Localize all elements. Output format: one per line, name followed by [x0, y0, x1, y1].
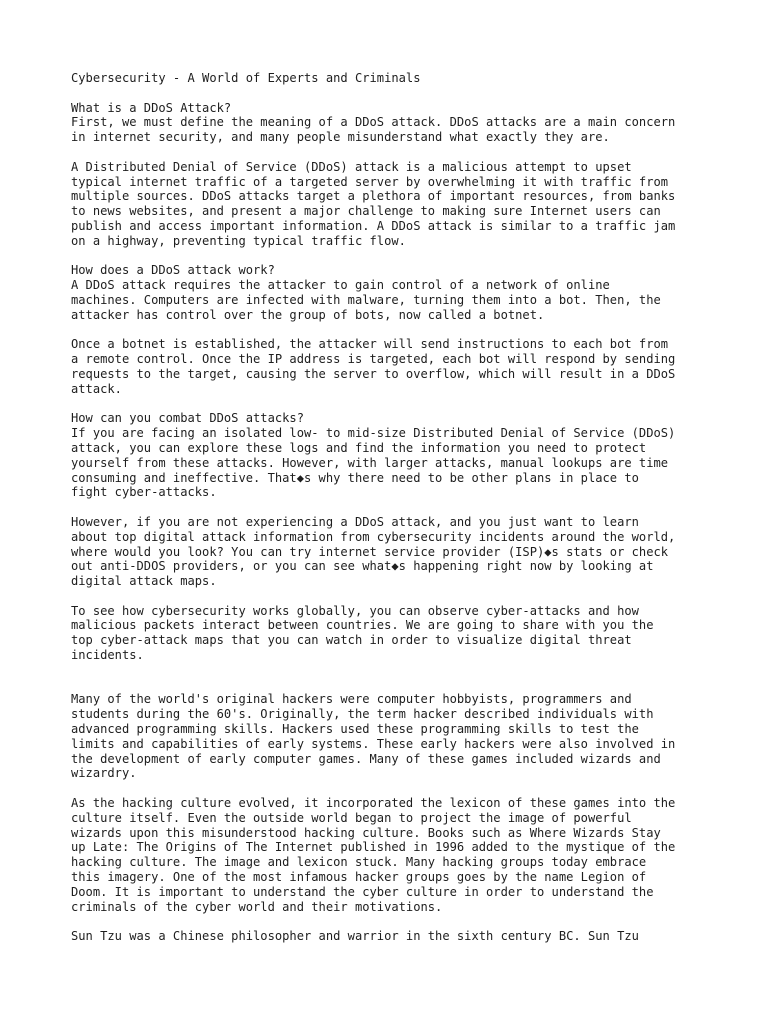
spacer: [71, 500, 711, 515]
section-heading: How does a DDoS attack work?: [71, 263, 275, 278]
paragraph-line: yourself from these attacks. However, with larger attacks, manual lookups are time: [71, 455, 669, 470]
spacer: [71, 323, 711, 338]
spacer: [71, 914, 711, 929]
spacer: [71, 589, 711, 604]
paragraph-line: a remote control. Once the IP address is targeted, each bot will respond by sending: [71, 352, 676, 367]
section-heading: What is a DDoS Attack?: [71, 100, 232, 115]
paragraph-line: on a highway, preventing typical traffic flow.: [71, 233, 406, 248]
paragraph-line: If you are facing an isolated low- to mid-size Distributed Denial of Service (DDoS): [71, 426, 676, 441]
spacer: [71, 781, 711, 796]
document-body: [71, 101, 711, 944]
paragraph: [71, 278, 711, 322]
paragraph-line: digital attack maps.: [71, 574, 217, 589]
paragraph-line: consuming and ineffective. That◆s why there need to be other plans in place to: [71, 470, 639, 485]
spacer: [71, 397, 711, 412]
paragraph-line: typical internet traffic of a targeted server by overwhelming it with traffic from: [71, 174, 669, 189]
document-title: Cybersecurity - A World of Experts and Criminals: [71, 71, 421, 85]
document-page: [71, 71, 711, 944]
paragraph-line: to news websites, and present a major challenge to making sure Internet users can: [71, 204, 661, 219]
paragraph: [71, 337, 711, 396]
paragraph-line: First, we must define the meaning of a DDoS attack. DDoS attacks are a main concern: [71, 115, 676, 130]
section-heading: How can you combat DDoS attacks?: [71, 411, 304, 426]
paragraph-line: fight cyber-attacks.: [71, 485, 217, 500]
paragraph-line: attack.: [71, 381, 122, 396]
paragraph-line: To see how cybersecurity works globally, you can observe cyber-attacks and how: [71, 603, 639, 618]
spacer: [71, 145, 711, 160]
paragraph-line: A Distributed Denial of Service (DDoS) attack is a malicious attempt to upset: [71, 159, 632, 174]
paragraph-line: limits and capabilities of early systems. These early hackers were also involved in: [71, 736, 676, 751]
paragraph-line: However, if you are not experiencing a DDoS attack, and you just want to learn: [71, 514, 639, 529]
paragraph-line: Doom. It is important to understand the cyber culture in order to understand the: [71, 884, 654, 899]
spacer: [71, 86, 711, 101]
paragraph-line: the development of early computer games. Many of these games included wizards and: [71, 751, 661, 766]
paragraph-line: wizardry.: [71, 766, 137, 781]
spacer: [71, 663, 711, 678]
paragraph-line: multiple sources. DDoS attacks target a plethora of important resources, from banks: [71, 189, 676, 204]
paragraph: [71, 929, 711, 944]
paragraph-line: in internet security, and many people misunderstand what exactly they are.: [71, 130, 610, 145]
paragraph-line: attack, you can explore these logs and find the information you need to protect: [71, 440, 647, 455]
spacer: [71, 249, 711, 264]
paragraph-line: out anti-DDOS providers, or you can see what◆s happening right now by looking at: [71, 559, 654, 574]
paragraph: [71, 796, 711, 914]
paragraph-line: culture itself. Even the outside world began to project the image of powerful: [71, 810, 632, 825]
paragraph-line: requests to the target, causing the server to overflow, which will result in a DDoS: [71, 366, 676, 381]
paragraph-line: A DDoS attack requires the attacker to gain control of a network of online: [71, 278, 610, 293]
paragraph-line: wizards upon this misunderstood hacking culture. Books such as Where Wizards Stay: [71, 825, 661, 840]
paragraph: [71, 515, 711, 589]
paragraph-line: Once a botnet is established, the attacker will send instructions to each bot from: [71, 337, 669, 352]
paragraph: [71, 160, 711, 249]
spacer: [71, 678, 711, 693]
paragraph-line: up Late: The Origins of The Internet published in 1996 added to the mystique of the: [71, 840, 676, 855]
paragraph-line: this imagery. One of the most infamous hacker groups goes by the name Legion of: [71, 870, 647, 885]
paragraph-line: publish and access important information. A DDoS attack is similar to a traffic jam: [71, 218, 676, 233]
paragraph-line: about top digital attack information from cybersecurity incidents around the world,: [71, 529, 676, 544]
paragraph-line: machines. Computers are infected with malware, turning them into a bot. Then, the: [71, 292, 661, 307]
paragraph-line: malicious packets interact between countries. We are going to share with you the: [71, 618, 654, 633]
paragraph: [71, 426, 711, 500]
paragraph-line: advanced programming skills. Hackers used these programming skills to test the: [71, 722, 639, 737]
paragraph-line: students during the 60's. Originally, the term hacker described individuals with: [71, 707, 654, 722]
paragraph: [71, 604, 711, 663]
paragraph: [71, 115, 711, 145]
paragraph-line: Sun Tzu was a Chinese philosopher and warrior in the sixth century BC. Sun Tzu: [71, 929, 639, 944]
paragraph-line: where would you look? You can try internet service provider (ISP)◆s stats or check: [71, 544, 669, 559]
paragraph-line: incidents.: [71, 648, 144, 663]
paragraph-line: Many of the world's original hackers were computer hobbyists, programmers and: [71, 692, 632, 707]
paragraph-line: attacker has control over the group of bots, now called a botnet.: [71, 307, 545, 322]
paragraph: [71, 692, 711, 781]
paragraph-line: top cyber-attack maps that you can watch in order to visualize digital threat: [71, 633, 632, 648]
paragraph-line: As the hacking culture evolved, it incorporated the lexicon of these games into the: [71, 796, 676, 811]
paragraph-line: hacking culture. The image and lexicon stuck. Many hacking groups today embrace: [71, 855, 647, 870]
paragraph-line: criminals of the cyber world and their motivations.: [71, 899, 443, 914]
